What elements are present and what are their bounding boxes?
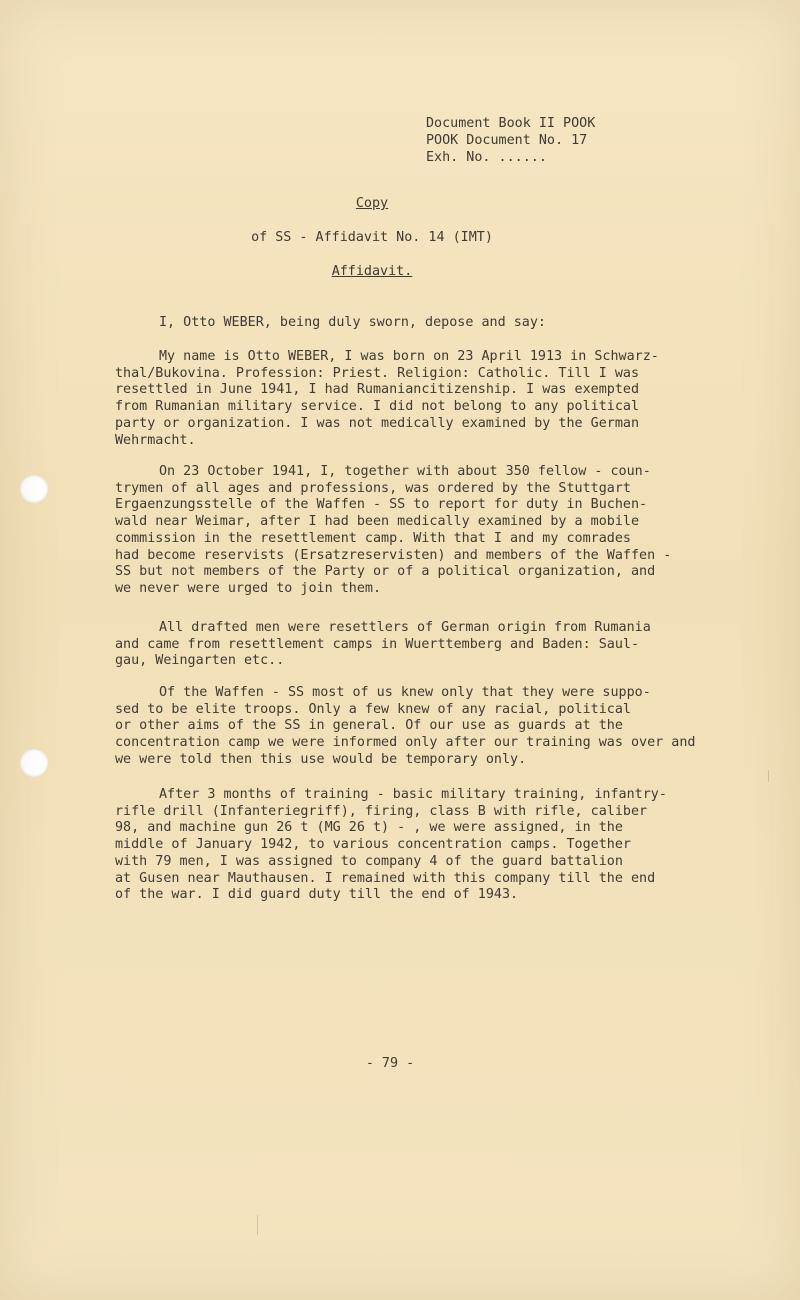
text-line: commission in the resettlement camp. With that I and my comrades <box>115 530 631 546</box>
text-line: middle of January 1942, to various concentration camps. Together <box>115 837 631 853</box>
paragraph-resettlers <box>115 620 715 670</box>
paragraph-drafting <box>115 464 715 598</box>
text-line: rifle drill (Infanteriegriff), firing, class B with rifle, caliber <box>115 803 648 819</box>
header-line-document: POOK Document No. 17 <box>426 133 588 148</box>
text-line: All drafted men were resettlers of German origin from Rumania <box>159 620 651 635</box>
text-line: Ergaenzungsstelle of the Waffen - SS to report for duty in Buchen- <box>115 497 648 513</box>
text-line: 98, and machine gun 26 t (MG 26 t) - , we were assigned, in the <box>115 820 623 836</box>
text-line: My name is Otto WEBER, I was born on 23 April 1913 in Schwarz- <box>159 349 659 364</box>
text-line: trymen of all ages and professions, was ordered by the Stuttgart <box>115 480 631 496</box>
paragraph-training <box>115 787 715 904</box>
text-line: we never were urged to join them. <box>115 580 382 596</box>
text-line: we were told then this use would be temporary only. <box>115 751 527 767</box>
header-line-book: Document Book II POOK <box>426 116 596 131</box>
text-line: sed to be elite troops. Only a few knew of any racial, political <box>115 701 631 717</box>
text-line: at Gusen near Mauthausen. I remained with this company till the end <box>115 870 656 886</box>
text-line: from Rumanian military service. I did not belong to any political <box>115 399 640 415</box>
text-line: wald near Weimar, after I had been medically examined by a mobile <box>115 514 640 530</box>
text-line: party or organization. I was not medically examined by the German <box>115 415 640 431</box>
text-line: concentration camp we were informed only after our training was over and <box>115 735 696 751</box>
paragraph-personal-details <box>115 349 715 449</box>
text-line: and came from resettlement camps in Wuerttemberg and Baden: Saul- <box>115 636 640 652</box>
punch-hole <box>20 475 48 503</box>
text-line: of the war. I did guard duty till the end of 1943. <box>115 887 519 903</box>
text-line: resettled in June 1941, I had Rumaniancitizenship. I was exempted <box>115 382 640 398</box>
punch-hole <box>20 749 48 777</box>
affidavit-reference: of SS - Affidavit No. 14 (IMT) <box>251 230 493 245</box>
oath-paragraph <box>159 315 759 332</box>
text-line: SS but not members of the Party or of a political organization, and <box>115 564 656 580</box>
text-line: Wehrmacht. <box>115 432 196 448</box>
paragraph-waffen-ss <box>115 685 715 769</box>
paper-mark <box>768 770 769 782</box>
page-number: - 79 - <box>365 1056 415 1071</box>
text-line: or other aims of the SS in general. Of our use as guards at the <box>115 718 623 734</box>
document-header <box>426 115 595 166</box>
copy-title: Copy <box>355 196 389 211</box>
text-line: thal/Bukovina. Profession: Priest. Religion: Catholic. Till I was <box>115 365 640 381</box>
text-line: I, Otto WEBER, being duly sworn, depose and say: <box>159 315 546 330</box>
text-line: gau, Weingarten etc.. <box>115 653 285 669</box>
affidavit-title: Affidavit. <box>331 264 413 279</box>
text-line: After 3 months of training - basic military training, infantry- <box>159 787 667 802</box>
header-line-exhibit: Exh. No. ...... <box>426 150 547 165</box>
text-line: had become reservists (Ersatzreservisten) and members of the Waffen - <box>115 547 672 563</box>
text-line: On 23 October 1941, I, together with about 350 fellow - coun- <box>159 464 651 479</box>
text-line: Of the Waffen - SS most of us knew only that they were suppo- <box>159 685 651 700</box>
paper-mark <box>257 1215 258 1235</box>
text-line: with 79 men, I was assigned to company 4 of the guard battalion <box>115 853 623 869</box>
